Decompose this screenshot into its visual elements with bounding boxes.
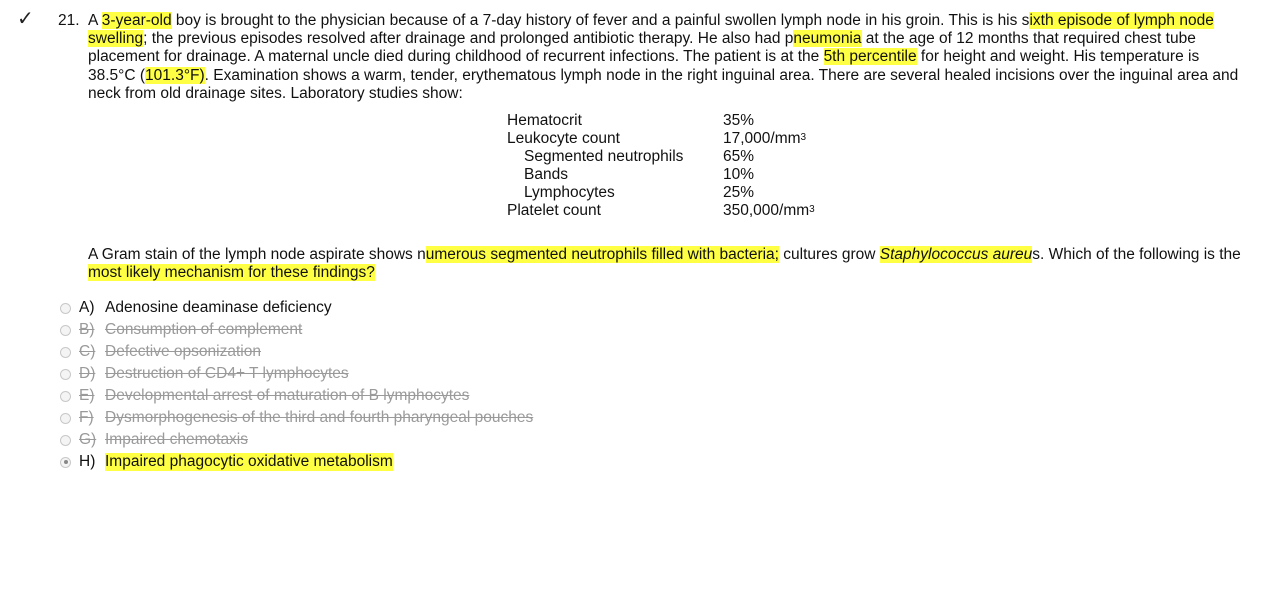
choice-text: Impaired chemotaxis [105,431,249,448]
choice-text: Defective opsonization [105,343,261,360]
choice-letter: E) [79,387,95,404]
choice-letter: B) [79,321,95,338]
lab-value-text: 350,000/mm [723,202,810,219]
highlight: 5th percentile [823,48,917,66]
radio-icon[interactable] [60,369,71,380]
choice-text: Impaired phagocytic oxidative metabolism [105,453,393,470]
radio-icon[interactable] [60,413,71,424]
lab-value [723,112,754,130]
choice-text: Destruction of CD4+ T lymphocytes [105,365,349,382]
lab-value-text: 65% [723,148,755,165]
choice-letter: A) [79,299,95,316]
stem-text: ; the previous episodes resolved after drainage and prolonged antibiotic therapy. He also had p [143,30,794,48]
answer-choices [60,297,533,473]
lab-unit-exponent: 3 [809,204,815,215]
choice-text: Consumption of complement [105,321,303,338]
radio-selected-icon[interactable] [60,457,71,468]
answer-choice-a[interactable] [60,297,533,319]
question-number: 21. [58,12,80,29]
lab-value [723,184,754,202]
highlight: umerous segmented neutrophils filled with bacteria; [425,246,779,263]
choice-letter: C) [79,343,96,360]
highlight: ixth episode of lymph node swelling [88,12,1214,48]
answer-choice-h[interactable] [60,451,533,473]
stem-text: for height and weight. His temperature is 38.5°C ( [88,48,1200,84]
stem-text: A Gram stain of the lymph node aspirate shows n [88,246,426,263]
lab-value [723,130,806,148]
lab-name: Hematocrit [507,112,582,129]
lab-row [507,112,815,130]
stem-text: boy is brought to the physician because of a 7-day history of fever and a painful swollen lymph node in his groin. This is his s [171,12,1030,29]
lab-row [507,202,815,220]
lab-value-text: 10% [723,166,755,183]
choice-letter: H) [79,453,96,470]
lab-row [507,166,815,184]
choice-letter: G) [79,431,97,448]
choice-letter: F) [79,409,94,426]
lab-name: Platelet count [507,202,601,219]
question-stem-continued [88,246,1248,282]
answer-choice-g[interactable] [60,429,533,451]
radio-icon[interactable] [60,347,71,358]
lab-value-text: 17,000/mm [723,130,801,147]
lab-name: Leukocyte count [507,130,620,147]
radio-icon[interactable] [60,391,71,402]
highlight: 3-year-old [101,12,172,29]
stem-text: A [88,12,102,29]
stem-text: cultures grow [778,246,880,263]
radio-icon[interactable] [60,303,71,314]
lab-name: Lymphocytes [524,184,615,201]
lab-row [507,184,815,202]
highlight: 101.3°F) [145,66,205,84]
lab-value-text: 35% [723,112,755,129]
lab-value-text: 25% [723,184,755,201]
choice-text: Dysmorphogenesis of the third and fourth pharyngeal pouches [105,409,534,426]
correct-check-icon: ✓ [17,6,34,30]
stem-text: . Examination shows a warm, tender, erythematous lymph node in the right inguinal area. There are several healed incisions over the inguinal area and neck from old drainage sites. Laboratory studies show: [88,66,1239,102]
question-stem [88,12,1248,103]
stem-text: at the age of 12 months that required chest tube placement for drainage. A maternal uncle died during childhood of recurrent infections. The patient is at the [88,30,1196,66]
lab-row [507,130,815,148]
choice-letter: D) [79,365,96,382]
lab-table [507,112,815,220]
answer-choice-b[interactable] [60,319,533,341]
answer-choice-e[interactable] [60,385,533,407]
highlight: neumonia [793,30,862,48]
answer-choice-d[interactable] [60,363,533,385]
radio-icon[interactable] [60,325,71,336]
radio-icon[interactable] [60,435,71,446]
choice-text: Developmental arrest of maturation of B lymphocytes [105,387,470,404]
choice-text: Adenosine deaminase deficiency [105,299,332,316]
lab-value [723,148,754,166]
highlight: most likely mechanism for these findings? [88,264,375,282]
answer-choice-f[interactable] [60,407,533,429]
lab-row [507,148,815,166]
lab-value [723,166,754,184]
answer-choice-c[interactable] [60,341,533,363]
highlight: Staphylococcus aureu [879,246,1033,263]
lab-name: Segmented neutrophils [524,148,684,165]
stem-text: s. Which of the following is the [1032,246,1241,263]
lab-unit-exponent: 3 [800,132,807,143]
lab-value [723,202,815,220]
lab-name: Bands [524,166,568,183]
